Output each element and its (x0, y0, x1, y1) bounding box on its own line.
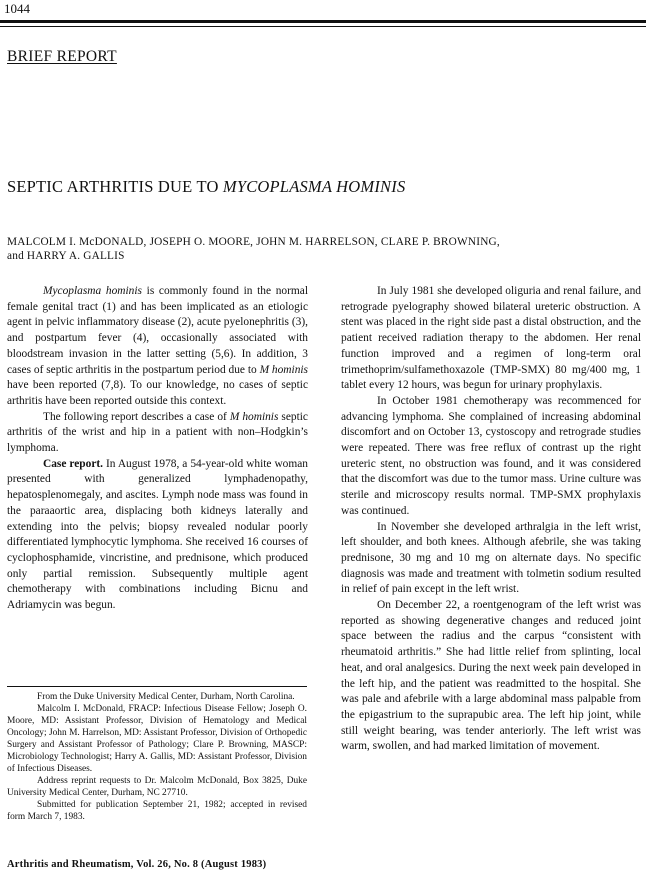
left-column (7, 284, 308, 614)
title-organism: MYCOPLASMA HOMINIS (222, 177, 406, 196)
right-paragraph-2: In October 1981 chemotherapy was recommenced for advancing lymphoma. She complained of increasing abdominal discomfort and on October 13, cystoscopy and retrograde studies were repeated. There was free reflux of contrast up the right ureteric stent, no obstruction was found, and it was considered that the discomfort was due to the tumor mass. Urine culture was sterile and microscopy results normal. TMP-SMX prophylaxis was continued. (341, 394, 641, 517)
right-paragraph-3: In November she developed arthralgia in the left wrist, left shoulder, and both knees. Although afebrile, she was taking prednisone, 30 mg and 10 mg on alternate days. No specific diagnosis was made and treatment with tolmetin sodium resulted in relief of pain except in the left wrist. (341, 520, 641, 596)
author-line-1: MALCOLM I. McDONALD, JOSEPH O. MOORE, JOHN M. HARRELSON, CLARE P. BROWNING, (7, 236, 500, 248)
intro-paragraph: Mycoplasma hominis is commonly found in the normal female genital tract (1) and has been implicated as an etiologic agent in pelvic inflammatory disease (2), acute pyelonephritis (3), and postpartum fever (4), occasionally associated with bloodstream invasion in the latter setting (5,6). In addition, 3 cases of septic arthritis in the postpartum period due to M hominis have been reported (7,8). To our knowledge, no cases of septic arthritis have been reported outside this context. (7, 285, 308, 407)
page-number: 1044 (4, 1, 30, 16)
report-description-paragraph: The following report describes a case of M hominis septic arthritis of the wrist and hip in a patient with non–Hodgkin’s lymphoma. (7, 410, 308, 455)
author-line-2: and HARRY A. GALLIS (7, 249, 125, 262)
section-label: BRIEF REPORT (7, 48, 117, 65)
author-list (7, 236, 643, 263)
right-column (341, 284, 641, 755)
header-rule-thin (0, 26, 646, 27)
footnote-reprints: Address reprint requests to Dr. Malcolm McDonald, Box 3825, Duke University Medical Center, Durham, NC 27710. (7, 776, 307, 798)
right-paragraph-1: In July 1981 she developed oliguria and renal failure, and retrograde pyelography showed bilateral ureteric obstruction. A stent was placed in the right side past a distal obstruction, and the patient received radiation therapy to the abdomen. Her renal function improved and a regimen of long-term oral trimethoprim/sulfamethoxazole (TMP-SMX) 80 mg/400 mg, 1 tablet every 12 hours, was begun for urinary prophylaxis. (341, 285, 641, 392)
footnote-submission: Submitted for publication September 21, 1982; accepted in revised form March 7, 1983. (7, 800, 307, 822)
footnote-authors: Malcolm I. McDonald, FRACP: Infectious Disease Fellow; Joseph O. Moore, MD: Assistant Professor, Division of Hematology and Medical Oncology; John M. Harrelson, MD: Assistant Professor, Division of Orthopedic Surgery and Assistant Professor of Pathology; Clare P. Browning, MASCP: Microbiology Technologist; Harry A. Gallis, MD: Assistant Professor, Division of Infectious Diseases. (7, 704, 307, 774)
footnotes (7, 691, 307, 823)
case-report-paragraph: Case report. In August 1978, a 54-year-old white woman presented with generalized lymphadenopathy, hepatosplenomegaly, and ascites. Lymph node mass was found in the paraaortic area, displacing both kidneys laterally and extending into the pelvis; biopsy revealed nodular poorly differentiated lymphocytic lymphoma. She received 16 courses of cyclophosphamide, vincristine, and prednisone, which produced only partial remission. Subsequently multiple agent chemotherapy with combinations including Bicnu and Adriamycin was begun. (7, 457, 308, 612)
header-rule-thick (0, 20, 646, 23)
right-paragraph-4: On December 22, a roentgenogram of the left wrist was reported as showing degenerative changes and reduced joint space between the radius and the carpus “consistent with rheumatoid arthritis.” She had little relief from splinting, local heat, and oral analgesics. During the next week pain developed in the left hip, and the patient was readmitted to the hospital. She was pale and afebrile with a large abdominal mass palpable from the epigastrium to the suprapubic area. The left hip joint, while still weight bearing, was tender anteriorly. The left wrist was warm, swollen, and had marked limitation of movement. (341, 599, 641, 753)
footnote-affiliation: From the Duke University Medical Center, Durham, North Carolina. (37, 692, 295, 702)
footnote-rule (7, 686, 307, 687)
article-title: SEPTIC ARTHRITIS DUE TO MYCOPLASMA HOMINIS (7, 177, 406, 196)
journal-citation: Arthritis and Rheumatism, Vol. 26, No. 8 (August 1983) (7, 859, 267, 870)
case-report-heading: Case report. (43, 457, 104, 470)
